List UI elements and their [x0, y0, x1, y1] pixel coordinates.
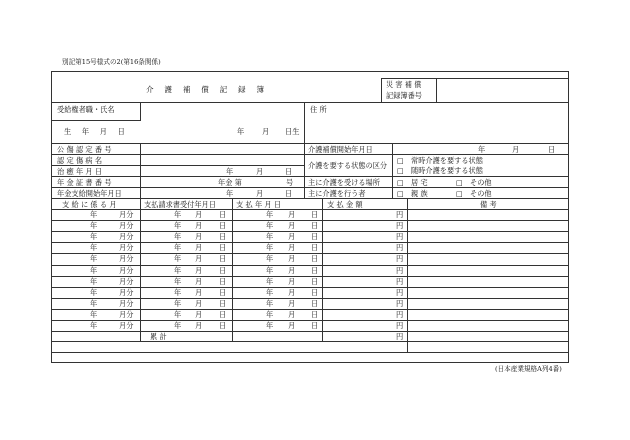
row-received-month: 月 [195, 287, 203, 297]
row-received-year: 年 [174, 309, 182, 319]
birth-month: 月 [262, 127, 270, 136]
pension-start-month: 月 [256, 189, 264, 198]
care-need-label: 介護を要する状態の区分 [308, 161, 388, 170]
row-received-month: 月 [195, 321, 203, 330]
cure-date-label: 治 癒 年 月 日 [57, 167, 103, 176]
pension-start-day: 日 [285, 189, 293, 198]
care-place-option-2: その他 [470, 178, 492, 187]
row-received-day: 日 [219, 232, 227, 242]
row-pay-year: 年 [266, 298, 274, 308]
row-received-month: 月 [195, 243, 203, 253]
pension-start-label: 年金支給開始年月日 [57, 189, 122, 198]
row-amount-yen: 円 [396, 232, 404, 242]
row-received-month: 月 [195, 276, 203, 286]
row-month-month: 月分 [119, 287, 134, 297]
row-received-month: 月 [195, 265, 203, 275]
caregiver-option-2: その他 [470, 189, 492, 198]
care-place-checkbox-2[interactable]: □ [456, 178, 463, 187]
row-amount-yen: 円 [396, 210, 404, 219]
row-received-day: 日 [219, 243, 227, 253]
cure-year: 年 [226, 167, 234, 176]
total-yen: 円 [396, 332, 404, 341]
row-received-month: 月 [195, 210, 203, 219]
row-pay-year: 年 [266, 265, 274, 275]
row-pay-month: 月 [288, 276, 296, 286]
row-amount-yen: 円 [396, 298, 404, 308]
row-pay-day: 日 [311, 276, 319, 286]
row-month-month: 月分 [119, 254, 134, 264]
row-pay-month: 月 [288, 221, 296, 231]
row-pay-month: 月 [288, 210, 296, 219]
jis-standard-note: (日本産業規格A列4番) [495, 365, 562, 373]
row-month-month: 月分 [119, 265, 134, 275]
care-start-month: 月 [512, 145, 520, 154]
care-start-label: 介護補償開始年月日 [308, 145, 373, 154]
row-pay-month: 月 [288, 287, 296, 297]
ledger-header-month: 支 給 に 係 る 月 [62, 200, 117, 209]
cert-disease-label: 認 定 傷 病 名 [57, 156, 103, 165]
cure-month: 月 [256, 167, 264, 176]
row-month-year: 年 [90, 309, 98, 319]
row-received-month: 月 [195, 298, 203, 308]
ledger-header-received: 支払請求書受付年月日 [144, 200, 216, 209]
row-pay-day: 日 [311, 210, 319, 219]
row-pay-year: 年 [266, 210, 274, 219]
row-month-year: 年 [90, 254, 98, 264]
row-pay-year: 年 [266, 321, 274, 330]
row-month-month: 月分 [119, 232, 134, 242]
ledger-header-remarks: 備 考 [480, 200, 497, 209]
pension-start-year: 年 [226, 189, 234, 198]
row-received-day: 日 [219, 265, 227, 275]
birth-day: 日生 [285, 127, 300, 136]
row-month-month: 月分 [119, 210, 134, 219]
row-month-year: 年 [90, 243, 98, 253]
care-need-checkbox-1[interactable]: □ [397, 156, 404, 165]
row-month-year: 年 [90, 265, 98, 275]
row-month-year: 年 [90, 298, 98, 308]
row-pay-year: 年 [266, 232, 274, 242]
row-pay-day: 日 [311, 298, 319, 308]
row-pay-month: 月 [288, 265, 296, 275]
disaster-label-2: 記録簿番号 [386, 91, 422, 100]
row-month-month: 月分 [119, 298, 134, 308]
row-amount-yen: 円 [396, 254, 404, 264]
disaster-label-1: 災害補償 [386, 80, 424, 89]
care-start-year: 年 [478, 145, 486, 154]
row-received-month: 月 [195, 309, 203, 319]
row-pay-month: 月 [288, 309, 296, 319]
care-need-option-1: 常時介護を要する状態 [411, 156, 483, 165]
birth-date-label: 生 年 月 日 [64, 127, 130, 136]
row-month-month: 月分 [119, 309, 134, 319]
row-received-day: 日 [219, 210, 227, 219]
row-received-year: 年 [174, 321, 182, 330]
ledger-row-divider [51, 331, 569, 332]
row-received-day: 日 [219, 309, 227, 319]
row-month-year: 年 [90, 210, 98, 219]
row-received-day: 日 [219, 254, 227, 264]
recipient-name-label: 受給権者職・氏名 [57, 105, 115, 114]
row-pay-month: 月 [288, 321, 296, 330]
row-received-year: 年 [174, 210, 182, 219]
care-need-option-2: 随時介護を要する状態 [411, 166, 483, 175]
officer-cert-label: 公 傷 認 定 番 号 [57, 145, 112, 154]
row-pay-day: 日 [311, 309, 319, 319]
row-amount-yen: 円 [396, 243, 404, 253]
caregiver-checkbox-1[interactable]: □ [397, 189, 404, 198]
row-pay-month: 月 [288, 254, 296, 264]
row-month-year: 年 [90, 321, 98, 330]
pension-no-label: 年金 第 [218, 178, 242, 187]
care-need-checkbox-2[interactable]: □ [397, 166, 404, 175]
row-received-month: 月 [195, 221, 203, 231]
row-received-day: 日 [219, 321, 227, 330]
row-received-day: 日 [219, 276, 227, 286]
row-received-year: 年 [174, 243, 182, 253]
care-place-option-1: 居 宅 [411, 178, 428, 187]
caregiver-checkbox-2[interactable]: □ [456, 189, 463, 198]
row-pay-day: 日 [311, 232, 319, 242]
row-received-year: 年 [174, 232, 182, 242]
row-pay-day: 日 [311, 254, 319, 264]
row-month-month: 月分 [119, 221, 134, 231]
ledger-header-amount: 支 払 金 額 [327, 200, 363, 209]
row-pay-month: 月 [288, 232, 296, 242]
row-pay-month: 月 [288, 298, 296, 308]
row-pay-day: 日 [311, 321, 319, 330]
row-month-year: 年 [90, 232, 98, 242]
address-label: 住 所 [310, 105, 327, 114]
row-pay-day: 日 [311, 243, 319, 253]
row-pay-year: 年 [266, 243, 274, 253]
row-amount-yen: 円 [396, 309, 404, 319]
pension-no-suffix: 号 [286, 178, 294, 187]
total-label-text: 累 計 [150, 332, 167, 341]
care-place-label: 主に介護を受ける場所 [308, 178, 380, 187]
row-received-year: 年 [174, 221, 182, 231]
birth-year: 年 [237, 127, 245, 136]
row-received-year: 年 [174, 276, 182, 286]
row-month-month: 月分 [119, 243, 134, 253]
row-pay-day: 日 [311, 287, 319, 297]
row-received-month: 月 [195, 232, 203, 242]
form-title: 介 護 補 償 記 録 簿 [146, 85, 269, 94]
row-received-day: 日 [219, 221, 227, 231]
row-amount-yen: 円 [396, 221, 404, 231]
row-pay-day: 日 [311, 221, 319, 231]
row-received-day: 日 [219, 298, 227, 308]
row-month-month: 月分 [119, 321, 134, 330]
row-month-month: 月分 [119, 276, 134, 286]
caregiver-option-1: 親 族 [411, 189, 428, 198]
row-received-year: 年 [174, 265, 182, 275]
row-pay-day: 日 [311, 265, 319, 275]
ledger-header-paydate: 支 払 年 月 日 [236, 200, 282, 209]
row-received-day: 日 [219, 287, 227, 297]
row-pay-year: 年 [266, 276, 274, 286]
row-amount-yen: 円 [396, 321, 404, 330]
row-pay-year: 年 [266, 309, 274, 319]
row-received-year: 年 [174, 298, 182, 308]
row-amount-yen: 円 [396, 265, 404, 275]
form-number-note: 別記第15号様式の2(第16条関係) [62, 58, 161, 66]
row-amount-yen: 円 [396, 276, 404, 286]
row-received-year: 年 [174, 287, 182, 297]
row-month-year: 年 [90, 221, 98, 231]
pension-cert-label: 年 金 証 書 番 号 [57, 178, 112, 187]
row-received-month: 月 [195, 254, 203, 264]
row-pay-month: 月 [288, 243, 296, 253]
row-month-year: 年 [90, 287, 98, 297]
row-pay-year: 年 [266, 221, 274, 231]
row-pay-year: 年 [266, 287, 274, 297]
row-pay-year: 年 [266, 254, 274, 264]
care-start-day: 日 [548, 145, 556, 154]
row-received-year: 年 [174, 254, 182, 264]
row-amount-yen: 円 [396, 287, 404, 297]
cure-day: 日 [285, 167, 293, 176]
caregiver-label: 主に介護を行う者 [308, 189, 366, 198]
care-place-checkbox-1[interactable]: □ [397, 178, 404, 187]
row-month-year: 年 [90, 276, 98, 286]
